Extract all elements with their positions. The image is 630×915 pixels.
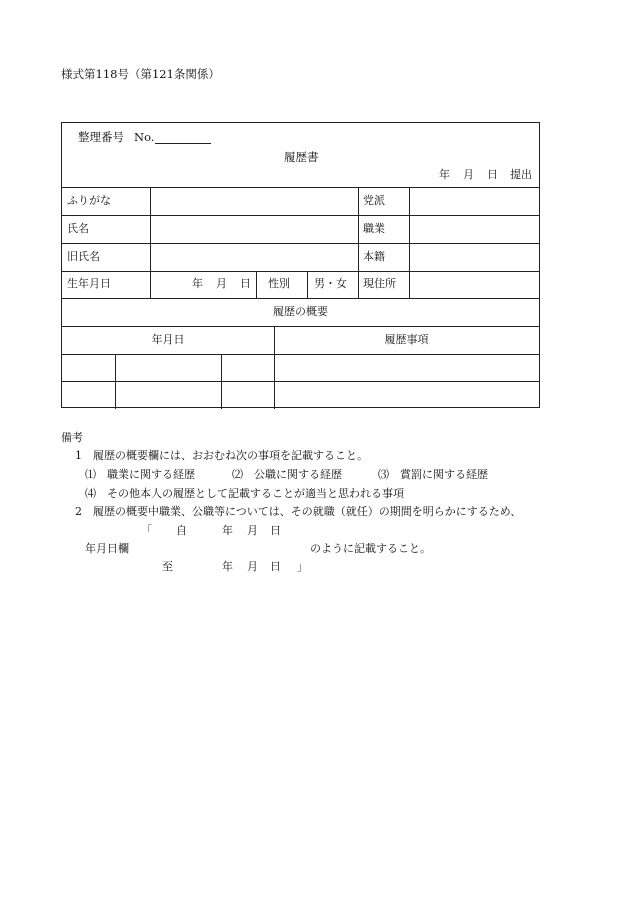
example-open-bracket: 「 (141, 524, 152, 537)
birth-month: 月 (216, 277, 227, 290)
note-1-d: ⑷ その他本人の履歴として記載することが適当と思われる事項 (85, 487, 404, 500)
example-year-2: 年 (222, 560, 233, 573)
submit-year: 年 (439, 168, 450, 181)
summary-title: 履歴の概要 (273, 305, 328, 318)
serial-number-label (78, 132, 211, 144)
divider (62, 326, 539, 327)
form-title: 履歴書 (284, 150, 319, 164)
example-tail: のように記載すること。 (310, 542, 431, 555)
note-2: 2 履歴の概要中職業、公職等については、その就職（就任）の期間を明らかにするため、 (75, 505, 522, 518)
example-field-label: 年月日欄 (85, 542, 129, 555)
form-number-title: 様式第118号（第121条関係） (61, 67, 220, 81)
example-to: 至 (162, 560, 173, 573)
party-label: 党派 (363, 194, 385, 207)
example-month-2: 月 (247, 560, 258, 573)
example-close-bracket: 」 (297, 560, 308, 573)
divider (256, 271, 257, 298)
birth-day: 日 (240, 277, 251, 290)
honseki-label: 本籍 (363, 250, 385, 263)
sex-label: 性別 (268, 277, 290, 290)
furigana-label: ふりがな (67, 194, 111, 207)
divider (62, 243, 539, 244)
submit-month: 月 (463, 168, 474, 181)
occupation-label: 職業 (363, 222, 385, 235)
divider (62, 215, 539, 216)
resume-form (61, 122, 540, 408)
birth-year: 年 (192, 277, 203, 290)
submit-day: 日 (487, 168, 498, 181)
note-1: 1 履歴の概要欄には、おおむね次の事項を記載すること。 (75, 449, 368, 462)
col-item-header: 履歴事項 (384, 333, 429, 346)
divider (62, 298, 539, 299)
example-day-2: 日 (270, 560, 281, 573)
divider (358, 187, 359, 298)
note-1-c: ⑶ 賞罰に関する経歴 (378, 468, 488, 481)
address-label: 現住所 (363, 277, 396, 290)
divider (307, 271, 308, 298)
name-label: 氏名 (67, 222, 89, 235)
divider (221, 354, 222, 409)
example-year-1: 年 (222, 524, 233, 537)
divider (62, 354, 539, 355)
example-from: 自 (176, 524, 187, 537)
serial-no-text: No. (134, 130, 155, 144)
note-1-a: ⑴ 職業に関する経歴 (85, 468, 195, 481)
serial-label-text: 整理番号 (78, 130, 124, 144)
example-day-1: 日 (270, 524, 281, 537)
old-name-label: 旧氏名 (67, 250, 100, 263)
divider (62, 381, 539, 382)
sex-value: 男・女 (314, 277, 347, 290)
example-month-1: 月 (247, 524, 258, 537)
note-1-b: ⑵ 公職に関する経歴 (232, 468, 342, 481)
divider (62, 187, 539, 188)
notes-heading: 備考 (61, 431, 83, 444)
col-date-header: 年月日 (151, 333, 185, 346)
divider (115, 354, 116, 409)
submit-label: 提出 (510, 168, 532, 181)
birthdate-label: 生年月日 (67, 277, 111, 290)
divider (150, 187, 151, 298)
divider (409, 187, 410, 298)
divider (62, 271, 539, 272)
serial-number-field[interactable] (155, 133, 211, 144)
